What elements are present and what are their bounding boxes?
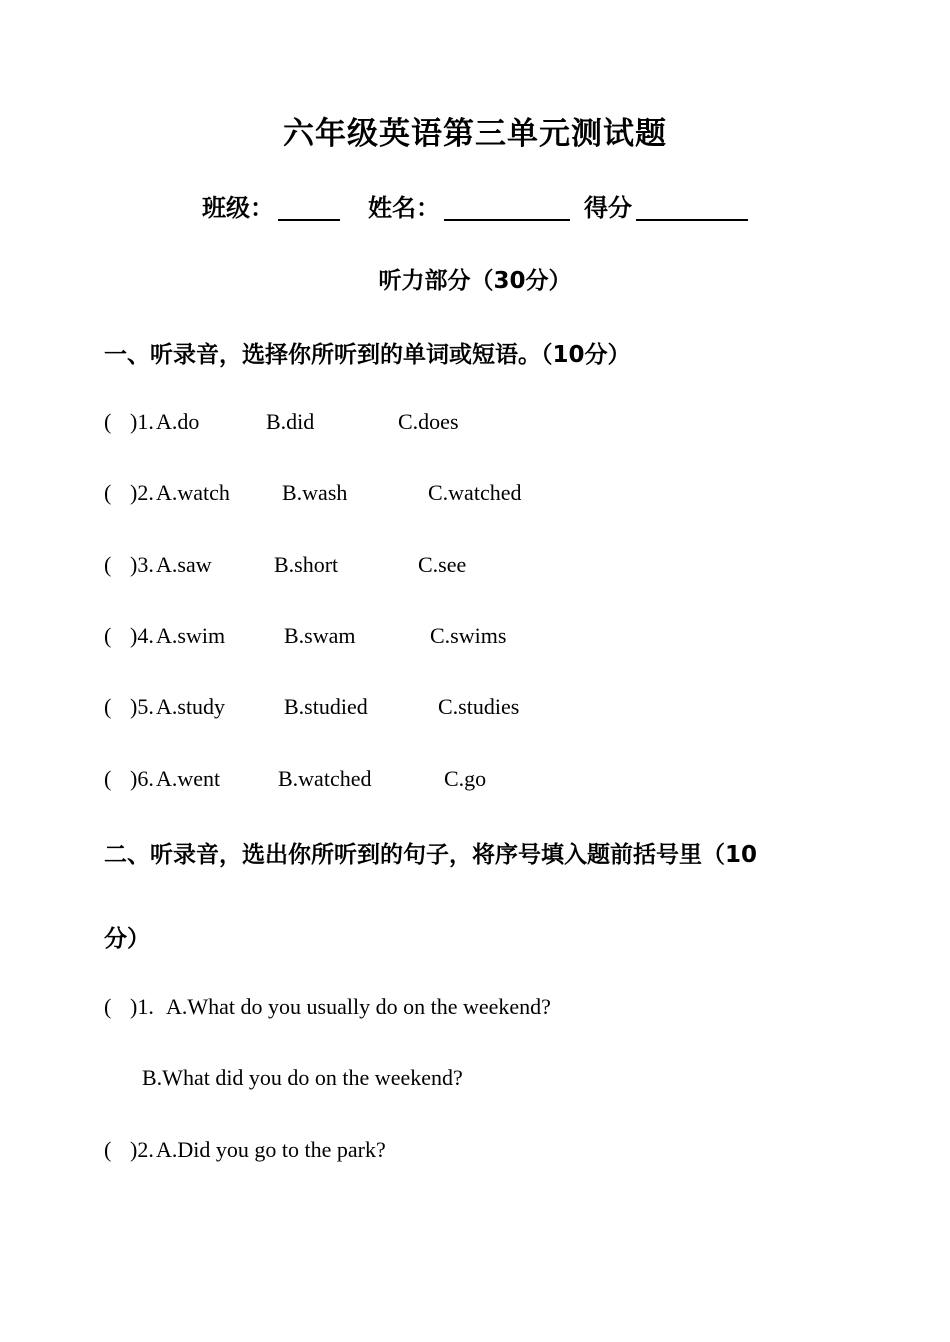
- option-c: C.does: [398, 409, 459, 434]
- option-a: A.swim: [156, 623, 226, 648]
- sentence-a: A.What do you usually do on the weekend?: [166, 994, 551, 1019]
- answer-paren[interactable]: (: [104, 694, 112, 719]
- answer-paren[interactable]: (: [104, 623, 112, 648]
- name-blank[interactable]: [444, 219, 570, 221]
- option-a: A.watch: [156, 480, 230, 505]
- question-number: )2.: [130, 480, 154, 505]
- question-number: )6.: [130, 766, 154, 791]
- answer-paren[interactable]: (: [104, 552, 112, 577]
- question-number: )4.: [130, 623, 154, 648]
- option-c: C.go: [444, 766, 487, 791]
- part2-heading-line2: 分）: [104, 926, 150, 952]
- option-b: B.studied: [284, 694, 368, 719]
- option-a: A.study: [156, 694, 226, 719]
- answer-paren[interactable]: (: [104, 766, 112, 791]
- option-b: B.did: [266, 409, 315, 434]
- class-blank[interactable]: [278, 219, 340, 221]
- part1-heading: 一、听录音，选择你所听到的单词或短语。（10分）: [104, 342, 631, 368]
- question-number: )2.: [130, 1137, 154, 1162]
- option-c: C.swims: [430, 623, 507, 648]
- option-b: B.short: [274, 552, 339, 577]
- option-a: A.saw: [156, 552, 212, 577]
- score-label: 得分: [584, 194, 632, 222]
- answer-paren[interactable]: (: [104, 480, 112, 505]
- question-number: )5.: [130, 694, 154, 719]
- option-c: C.see: [418, 552, 467, 577]
- student-info-line: [0, 188, 950, 228]
- question-number: )3.: [130, 552, 154, 577]
- answer-paren[interactable]: (: [104, 1137, 112, 1162]
- score-blank[interactable]: [636, 219, 748, 221]
- part2-heading-line1: 二、听录音，选出你所听到的句子，将序号填入题前括号里（10: [104, 842, 758, 868]
- class-label: 班级：: [202, 194, 274, 222]
- question-number: )1.: [130, 994, 154, 1019]
- sentence-b: B.What did you do on the weekend?: [142, 1065, 463, 1090]
- option-c: C.watched: [428, 480, 522, 505]
- option-b: B.watched: [278, 766, 372, 791]
- listening-section-heading: 听力部分（30分）: [378, 268, 572, 294]
- option-a: A.went: [156, 766, 221, 791]
- answer-paren[interactable]: (: [104, 994, 112, 1019]
- option-b: B.wash: [282, 480, 348, 505]
- answer-paren[interactable]: (: [104, 409, 112, 434]
- question-number: )1.: [130, 409, 154, 434]
- option-a: A.do: [156, 409, 200, 434]
- sentence-a: A.Did you go to the park?: [156, 1137, 386, 1162]
- option-c: C.studies: [438, 694, 520, 719]
- page-title: 六年级英语第三单元测试题: [283, 116, 667, 152]
- name-label: 姓名：: [368, 194, 440, 222]
- option-b: B.swam: [284, 623, 356, 648]
